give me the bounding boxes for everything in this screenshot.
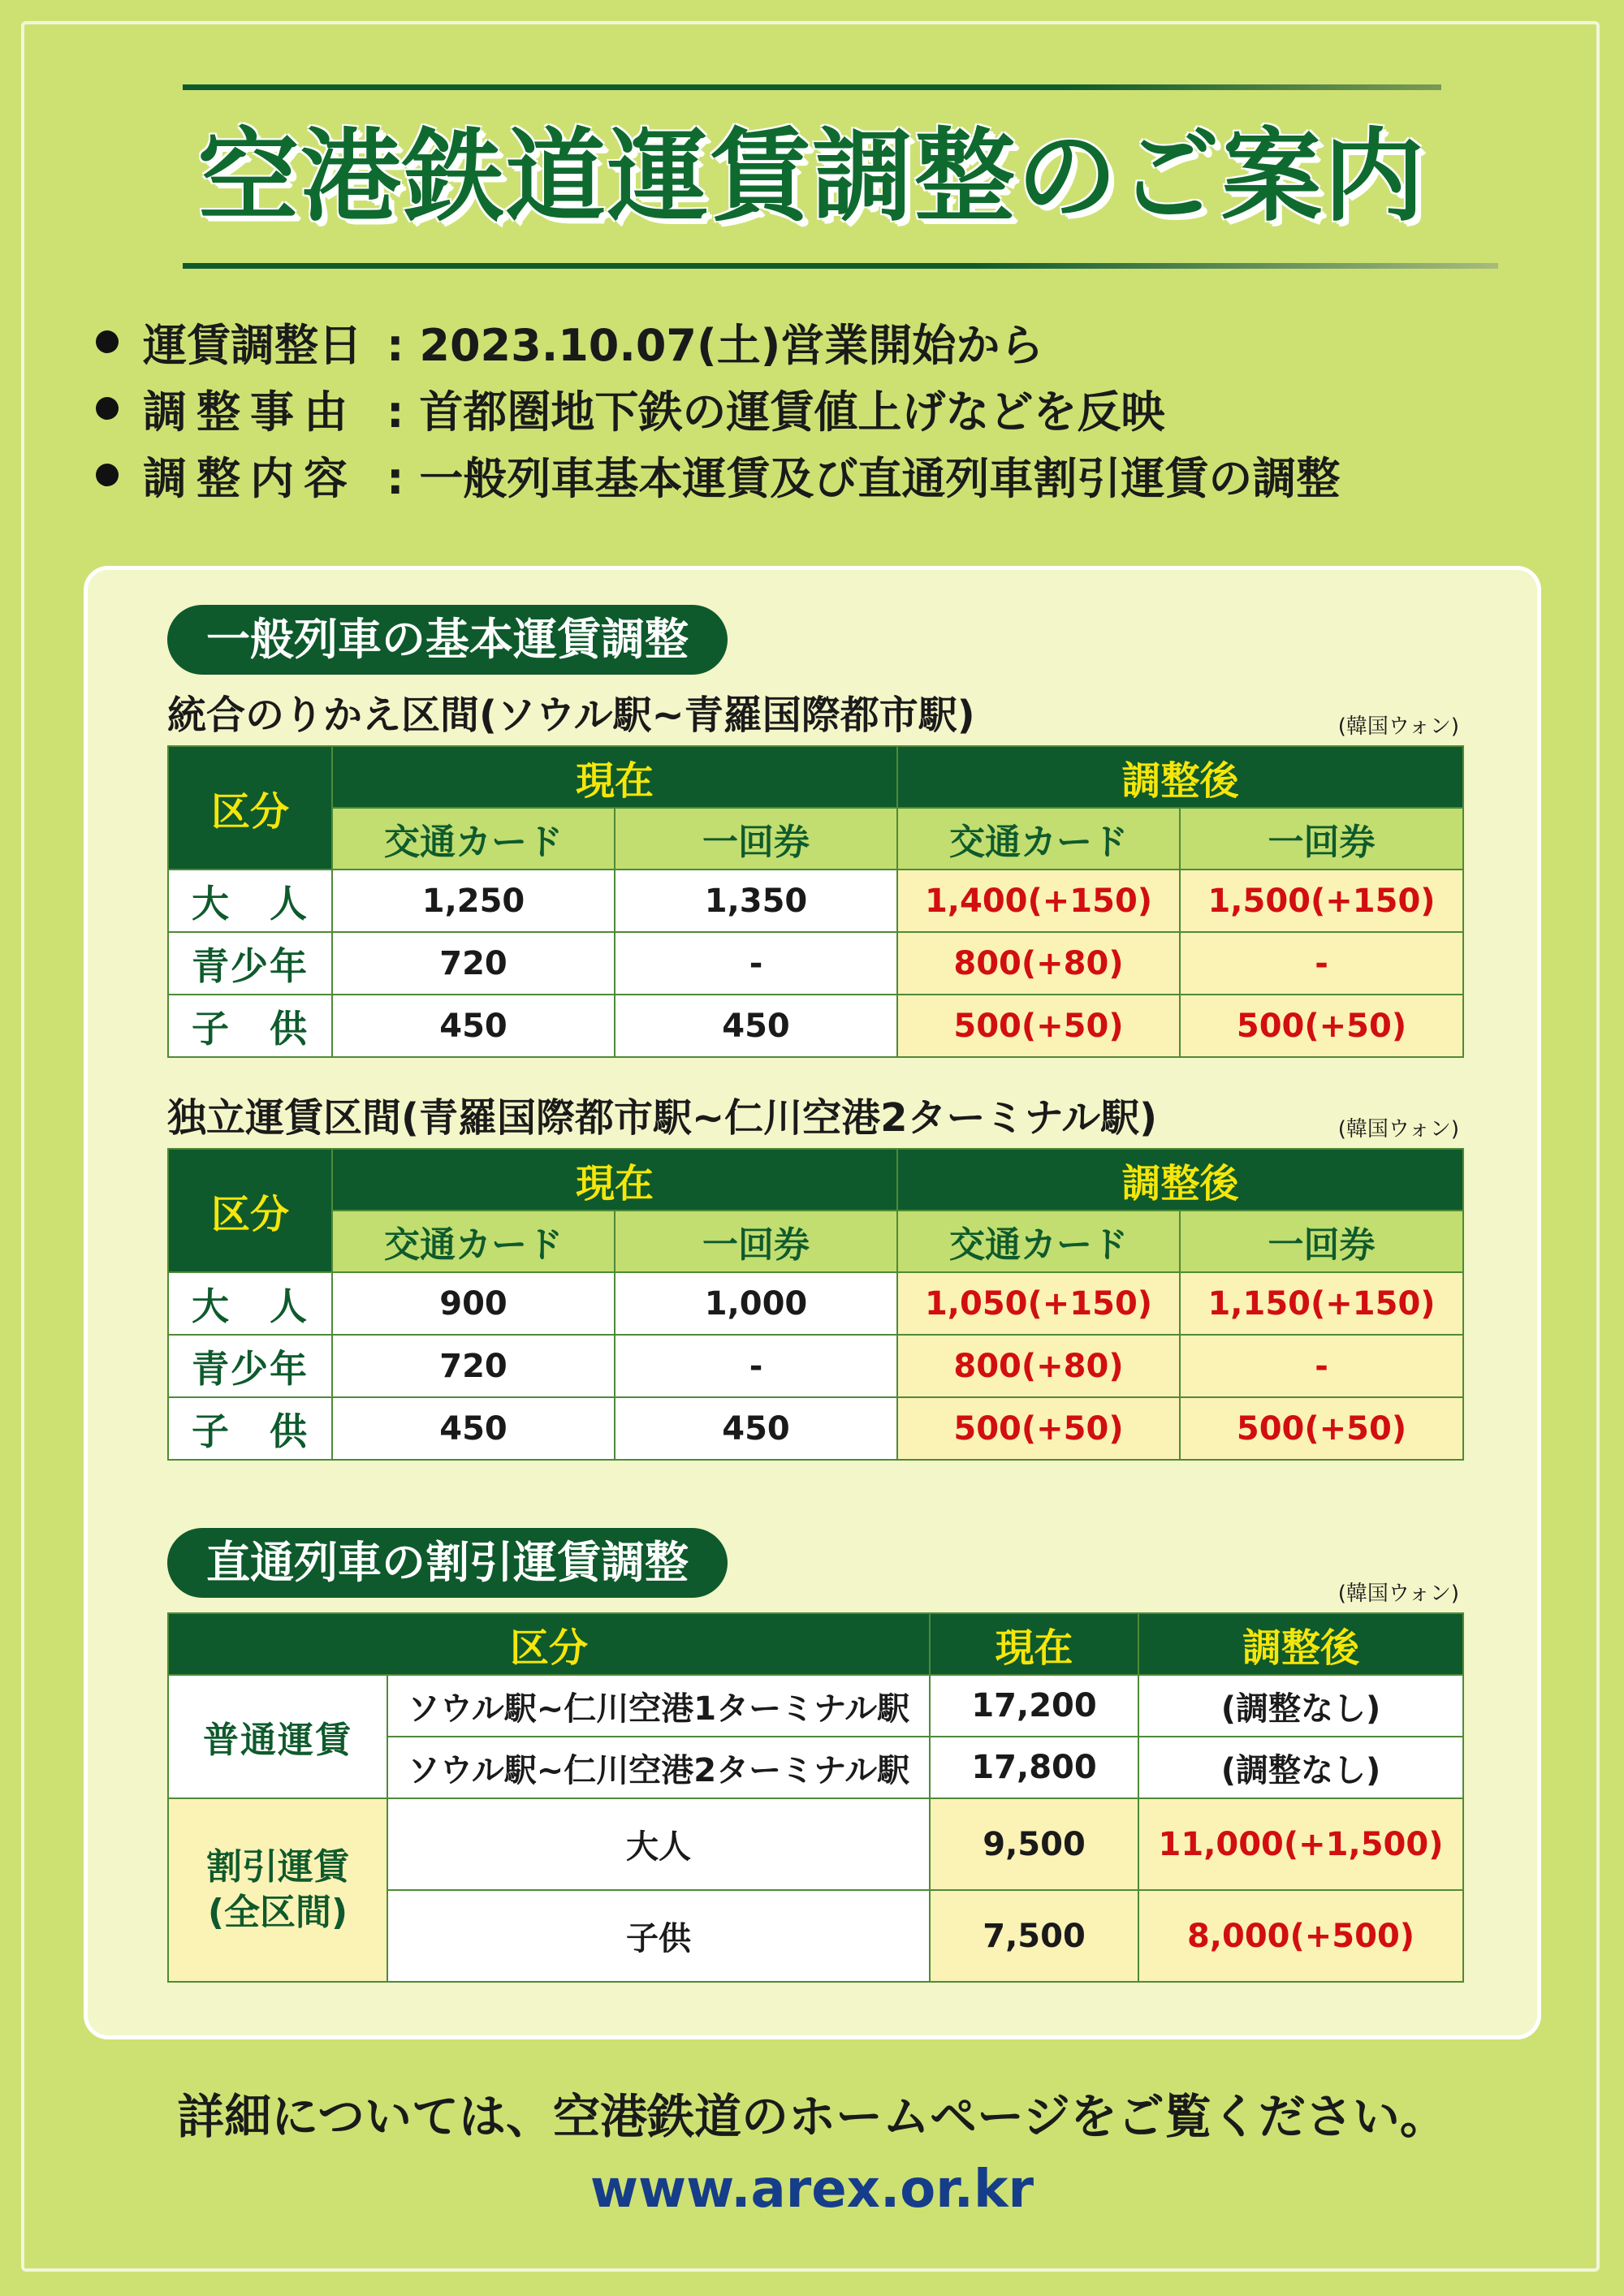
fare-cell: 17,800 [930, 1737, 1138, 1798]
route-cell: ソウル駅~仁川空港2ターミナル駅 [387, 1737, 930, 1798]
fare-cell-new: - [1180, 1335, 1463, 1397]
bullet-reason [96, 375, 1340, 442]
fare-cell-new: 1,500(+150) [1180, 870, 1463, 932]
header-current: 現在 [930, 1613, 1138, 1675]
discount-fare-label [168, 1798, 387, 1982]
fare-cell: 900 [332, 1272, 615, 1335]
table2-unit: (韓国ウォン) [1337, 1117, 1459, 1142]
passenger-type-cell: 子供 [387, 1890, 930, 1982]
fare-cell-new: 8,000(+500) [1138, 1890, 1463, 1982]
section1-heading: 一般列車の基本運賃調整 [167, 605, 728, 675]
fare-cell-new: 500(+50) [1180, 995, 1463, 1057]
fare-cell: 450 [332, 995, 615, 1057]
header-ticket: 一回券 [615, 808, 897, 870]
fare-cell: - [615, 932, 897, 995]
table3-unit: (韓国ウォン) [1337, 1582, 1459, 1606]
discount-label-line2: (全区間) [207, 1892, 348, 1933]
bullet-label: 運賃調整日 [143, 319, 362, 371]
fare-cell: 450 [332, 1397, 615, 1460]
header-ticket: 一回券 [1180, 808, 1463, 870]
table1-subtitle: 統合のりかえ区間(ソウル駅~青羅国際都市駅) [167, 693, 975, 738]
section2-heading: 直通列車の割引運賃調整 [167, 1528, 728, 1598]
fare-table-independent [167, 1148, 1464, 1461]
table-row [168, 1675, 1463, 1737]
table1-unit: (韓国ウォン) [1337, 714, 1459, 739]
bullet-value: : 首都圏地下鉄の運賃値上げなどを反映 [387, 386, 1165, 438]
fare-cell-new: 11,000(+1,500) [1138, 1798, 1463, 1890]
fare-table-express [167, 1612, 1464, 1983]
header-card: 交通カード [897, 1211, 1180, 1272]
title-rule-bottom [183, 263, 1498, 269]
header-category: 区分 [168, 746, 332, 870]
table2-subtitle: 独立運賃区間(青羅国際都市駅~仁川空港2ターミナル駅) [167, 1095, 1158, 1141]
page-title: 空港鉄道運賃調整のご案内 [197, 119, 1426, 235]
row-label: 大 人 [168, 870, 332, 932]
header-category: 区分 [168, 1613, 930, 1675]
row-label: 青少年 [168, 932, 332, 995]
table-row [168, 995, 1463, 1057]
bullet-dot-icon [96, 464, 119, 486]
table-row [168, 1397, 1463, 1460]
route-cell: ソウル駅~仁川空港1ターミナル駅 [387, 1675, 930, 1737]
bullet-value: : 2023.10.07(土)営業開始から [387, 319, 1044, 371]
fare-cell: (調整なし) [1138, 1675, 1463, 1737]
fare-cell-new: 500(+50) [897, 995, 1180, 1057]
bullet-label: 調整事由 [143, 386, 357, 438]
fare-cell-new: 500(+50) [1180, 1397, 1463, 1460]
header-category: 区分 [168, 1149, 332, 1272]
fare-cell-new: 1,050(+150) [897, 1272, 1180, 1335]
bullet-date [96, 309, 1340, 375]
bullet-content [96, 442, 1340, 508]
fare-cell-new: 1,150(+150) [1180, 1272, 1463, 1335]
header-current: 現在 [332, 746, 897, 808]
fare-cell: 7,500 [930, 1890, 1138, 1982]
header-after: 調整後 [897, 746, 1463, 808]
table-row [168, 1272, 1463, 1335]
website-link[interactable]: www.arex.or.kr [590, 2160, 1034, 2220]
row-label: 青少年 [168, 1335, 332, 1397]
bullet-dot-icon [96, 397, 119, 420]
fare-cell: 17,200 [930, 1675, 1138, 1737]
info-bullets [96, 309, 1340, 508]
fare-cell-new: 500(+50) [897, 1397, 1180, 1460]
fare-cell-new: 800(+80) [897, 932, 1180, 995]
header-after: 調整後 [1138, 1613, 1463, 1675]
fare-cell: 720 [332, 932, 615, 995]
fare-cell-new: 800(+80) [897, 1335, 1180, 1397]
fare-cell-new: 1,400(+150) [897, 870, 1180, 932]
bullet-dot-icon [96, 330, 119, 353]
row-label: 大 人 [168, 1272, 332, 1335]
bullet-value: : 一般列車基本運賃及び直通列車割引運賃の調整 [387, 452, 1341, 504]
fare-cell: 720 [332, 1335, 615, 1397]
fare-cell: (調整なし) [1138, 1737, 1463, 1798]
fare-cell: 450 [615, 1397, 897, 1460]
table-row [168, 870, 1463, 932]
fare-cell: 1,000 [615, 1272, 897, 1335]
fare-panel [84, 566, 1541, 2039]
table-row [168, 1798, 1463, 1890]
header-card: 交通カード [897, 808, 1180, 870]
fare-cell: 1,250 [332, 870, 615, 932]
fare-cell: 1,350 [615, 870, 897, 932]
header-card: 交通カード [332, 1211, 615, 1272]
header-after: 調整後 [897, 1149, 1463, 1211]
header-card: 交通カード [332, 808, 615, 870]
footer-note: 詳細については、空港鉄道のホームページをご覧ください。 [177, 2089, 1447, 2144]
header-ticket: 一回券 [615, 1211, 897, 1272]
passenger-type-cell: 大人 [387, 1798, 930, 1890]
header-current: 現在 [332, 1149, 897, 1211]
fare-cell: - [615, 1335, 897, 1397]
table-row [168, 1335, 1463, 1397]
fare-table-integrated [167, 745, 1464, 1058]
row-label: 子 供 [168, 1397, 332, 1460]
bullet-label: 調整内容 [143, 452, 357, 504]
normal-fare-label: 普通運賃 [168, 1675, 387, 1798]
row-label: 子 供 [168, 995, 332, 1057]
fare-cell: 450 [615, 995, 897, 1057]
fare-cell: 9,500 [930, 1798, 1138, 1890]
header-ticket: 一回券 [1180, 1211, 1463, 1272]
table-row [168, 932, 1463, 995]
discount-label-line1: 割引運賃 [206, 1846, 349, 1888]
fare-cell-new: - [1180, 932, 1463, 995]
title-rule-top [183, 84, 1441, 90]
